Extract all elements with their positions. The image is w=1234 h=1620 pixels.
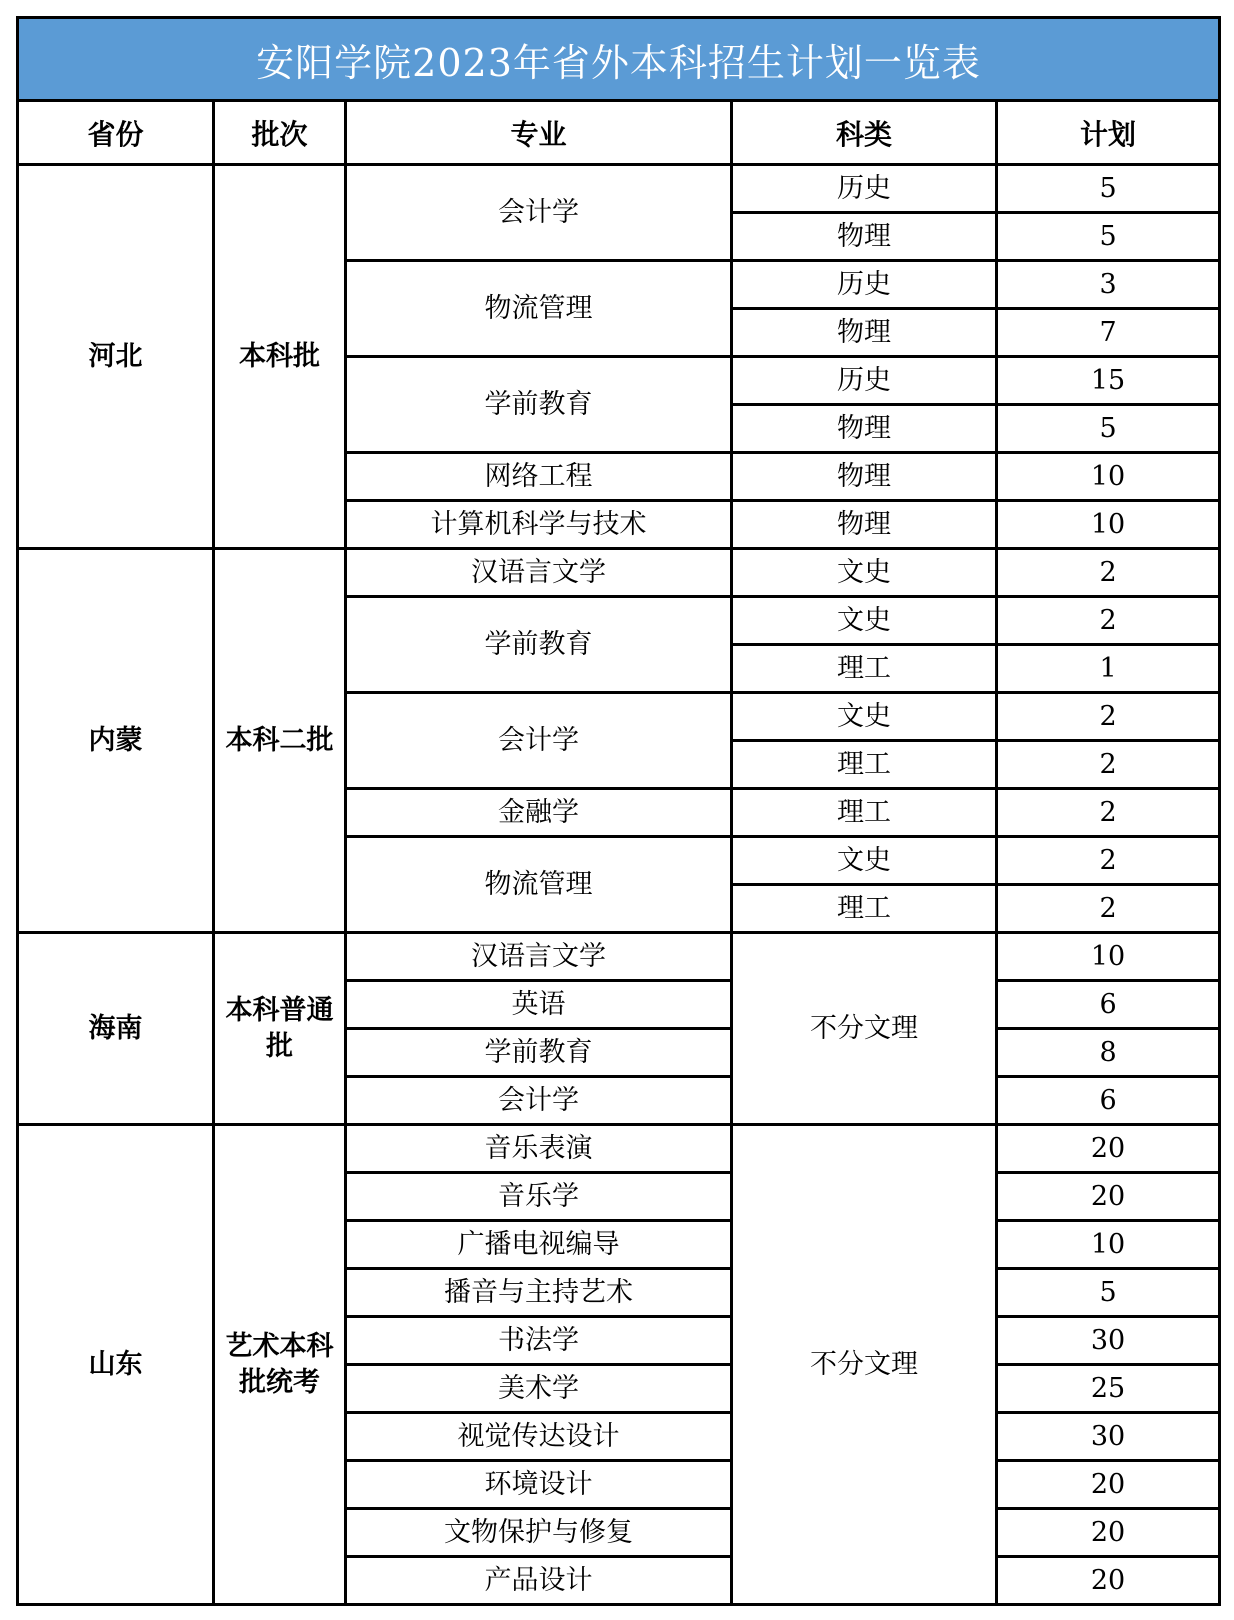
header-major: 专业: [346, 101, 732, 165]
plan-cell: 2: [997, 597, 1220, 645]
plan-cell: 5: [997, 165, 1220, 213]
category-cell: 物理: [732, 405, 997, 453]
plan-cell: 3: [997, 261, 1220, 309]
category-cell: 文史: [732, 837, 997, 885]
major-cell: 会计学: [346, 165, 732, 261]
plan-cell: 1: [997, 645, 1220, 693]
table-body: [18, 165, 1220, 1605]
major-cell: 产品设计: [346, 1557, 732, 1605]
major-cell: 环境设计: [346, 1461, 732, 1509]
table-row: [18, 1125, 1220, 1173]
plan-cell: 2: [997, 741, 1220, 789]
batch-cell: 艺术本科批统考: [214, 1125, 346, 1605]
plan-cell: 20: [997, 1557, 1220, 1605]
batch-cell: 本科普通批: [214, 933, 346, 1125]
category-cell: 历史: [732, 357, 997, 405]
category-cell: 文史: [732, 693, 997, 741]
plan-cell: 2: [997, 693, 1220, 741]
category-cell: 物理: [732, 453, 997, 501]
category-cell: 理工: [732, 789, 997, 837]
plan-cell: 5: [997, 1269, 1220, 1317]
major-cell: 文物保护与修复: [346, 1509, 732, 1557]
table-row: [18, 165, 1220, 213]
plan-cell: 10: [997, 1221, 1220, 1269]
major-cell: 会计学: [346, 693, 732, 789]
plan-cell: 20: [997, 1125, 1220, 1173]
category-cell: 理工: [732, 645, 997, 693]
plan-cell: 6: [997, 1077, 1220, 1125]
enrollment-plan-table: [16, 16, 1221, 1606]
province-cell: 河北: [18, 165, 214, 549]
major-cell: 视觉传达设计: [346, 1413, 732, 1461]
major-cell: 金融学: [346, 789, 732, 837]
header-batch: 批次: [214, 101, 346, 165]
category-cell: 历史: [732, 165, 997, 213]
plan-cell: 2: [997, 837, 1220, 885]
plan-cell: 25: [997, 1365, 1220, 1413]
category-cell: 理工: [732, 741, 997, 789]
plan-cell: 10: [997, 501, 1220, 549]
batch-cell: 本科批: [214, 165, 346, 549]
province-cell: 山东: [18, 1125, 214, 1605]
plan-cell: 10: [997, 933, 1220, 981]
batch-cell: 本科二批: [214, 549, 346, 933]
plan-cell: 2: [997, 885, 1220, 933]
major-cell: 学前教育: [346, 1029, 732, 1077]
plan-cell: 6: [997, 981, 1220, 1029]
plan-cell: 15: [997, 357, 1220, 405]
table-row: [18, 549, 1220, 597]
major-cell: 物流管理: [346, 261, 732, 357]
header-plan: 计划: [997, 101, 1220, 165]
major-cell: 英语: [346, 981, 732, 1029]
major-cell: 汉语言文学: [346, 933, 732, 981]
plan-cell: 5: [997, 405, 1220, 453]
header-province: 省份: [18, 101, 214, 165]
major-cell: 计算机科学与技术: [346, 501, 732, 549]
major-cell: 物流管理: [346, 837, 732, 933]
plan-cell: 5: [997, 213, 1220, 261]
table-title: 安阳学院2023年省外本科招生计划一览表: [18, 18, 1220, 101]
plan-cell: 10: [997, 453, 1220, 501]
major-cell: 音乐表演: [346, 1125, 732, 1173]
category-cell: 文史: [732, 597, 997, 645]
major-cell: 学前教育: [346, 597, 732, 693]
plan-cell: 7: [997, 309, 1220, 357]
plan-cell: 20: [997, 1173, 1220, 1221]
province-cell: 内蒙: [18, 549, 214, 933]
category-cell: 不分文理: [732, 933, 997, 1125]
plan-cell: 30: [997, 1413, 1220, 1461]
header-category: 科类: [732, 101, 997, 165]
category-cell: 不分文理: [732, 1125, 997, 1605]
major-cell: 网络工程: [346, 453, 732, 501]
plan-cell: 2: [997, 549, 1220, 597]
major-cell: 广播电视编导: [346, 1221, 732, 1269]
category-cell: 文史: [732, 549, 997, 597]
major-cell: 书法学: [346, 1317, 732, 1365]
plan-cell: 30: [997, 1317, 1220, 1365]
major-cell: 汉语言文学: [346, 549, 732, 597]
major-cell: 会计学: [346, 1077, 732, 1125]
province-cell: 海南: [18, 933, 214, 1125]
category-cell: 历史: [732, 261, 997, 309]
major-cell: 播音与主持艺术: [346, 1269, 732, 1317]
category-cell: 物理: [732, 501, 997, 549]
plan-cell: 20: [997, 1461, 1220, 1509]
plan-cell: 20: [997, 1509, 1220, 1557]
category-cell: 物理: [732, 213, 997, 261]
plan-cell: 8: [997, 1029, 1220, 1077]
category-cell: 物理: [732, 309, 997, 357]
major-cell: 学前教育: [346, 357, 732, 453]
category-cell: 理工: [732, 885, 997, 933]
major-cell: 音乐学: [346, 1173, 732, 1221]
major-cell: 美术学: [346, 1365, 732, 1413]
table-row: [18, 933, 1220, 981]
plan-cell: 2: [997, 789, 1220, 837]
